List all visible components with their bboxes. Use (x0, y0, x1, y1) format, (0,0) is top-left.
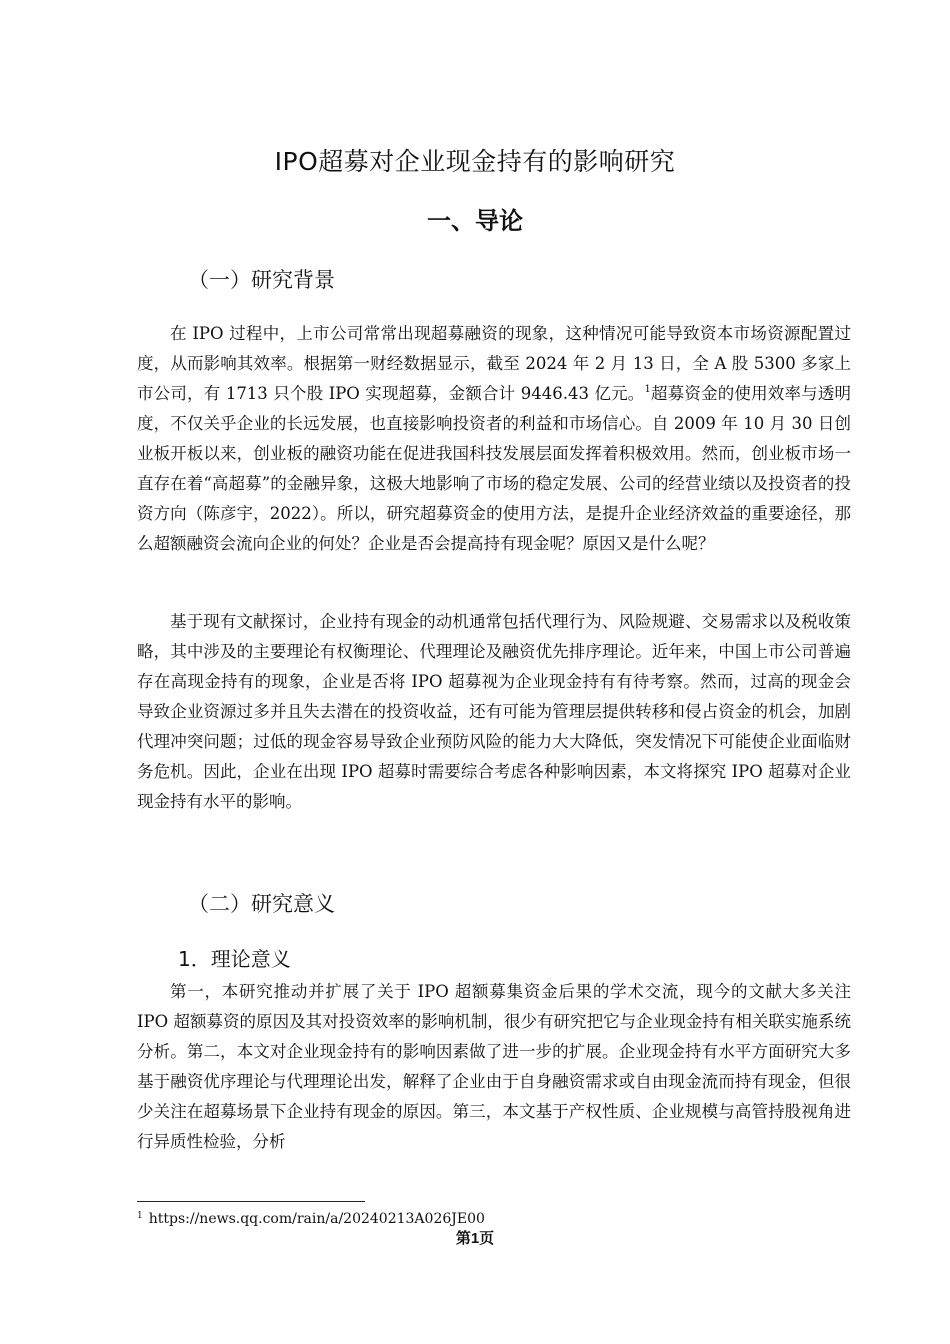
footnote (137, 1209, 485, 1229)
page-number: 第1页 (455, 1230, 495, 1247)
subsection-heading-theory: 1．理论意义 (178, 947, 291, 971)
paragraph-background-1 (137, 319, 851, 605)
footnote-link[interactable]: https://news.qq.com/rain/a/20240213A026JE00 (148, 1211, 485, 1227)
paragraph-background-2: 基于现有文献探讨，企业持有现金的动机通常包括代理行为、风险规避、交易需求以及税收策略，其中涉及的主要理论有权衡理论、代理理论及融资优先排序理论。近年来，中国上市公司普遍存在高现金持有的现象，企业是否将 IPO 超募视为企业现金持有有待考察。然而，过高的现金会导致企业资源过多并且失去潜在的投资收益，还有可能为管理层提供转移和侵占资金的机会，加剧代理冲突问题；过低的现金容易导致企业预防风险的能力大大降低，突发情况下可能使企业面临财务危机。因此，企业在出现 IPO 超募时需要综合考虑各种影响因素，本文将探究 IPO 超募对企业现金持有水平的影响。 (137, 612, 851, 811)
footnote-reference[interactable]: 1 (644, 384, 651, 395)
section-heading-background: （一）研究背景 (188, 268, 335, 292)
footnote-divider (137, 1201, 365, 1202)
paragraph-theory: 第一，本研究推动并扩展了关于 IPO 超额募集资金后果的学术交流，现今的文献大多关注 IPO 超额募资的原因及其对投资效率的影响机制，很少有研究把它与企业现金持有相关联实施系统分析。第二，本文对企业现金持有的影响因素做了进一步的扩展。企业现金持有水平方面研究大多基于融资优序理论与代理理论出发，解释了企业由于自身融资需求或自由现金流而持有现金，但很少关注在超募场景下企业持有现金的原因。第三，本文基于产权性质、企业规模与高管持股视角进行异质性检验，分析 (137, 982, 851, 1151)
section-heading-significance: （二）研究意义 (188, 892, 335, 916)
paragraph-text: 超募资金的使用效率与透明度，不仅关乎企业的长远发展，也直接影响投资者的利益和市场信心。自 2009 年 10 月 30 日创业板开板以来，创业板的融资功能在促进我国科技发展层面发挥着积极效用。然而，创业板市场一直存在着“高超募”的金融异象，这极大地影响了市场的稳定发展、公司的经营业绩以及投资者的投资方向（陈彦宇，2022）。所以，研究超募资金的使用方法，是提升企业经济效益的重要途径，那么超额融资会流向企业的何处？企业是否会提高持有现金呢？原因又是什么呢？ (137, 384, 852, 553)
footnote-number: 1 (137, 1211, 143, 1221)
chapter-heading: 一、导论 (427, 207, 523, 235)
document-title: IPO超募对企业现金持有的影响研究 (274, 147, 676, 176)
paragraph-text: 在 IPO 过程中，上市公司常常出现超募融资的现象，这种情况可能导致资本市场资源配置过度，从而影响其效率。根据第一财经数据显示，截至 2024 年 2 月 13 日，全 A 股 5300 多家上市公司，有 1713 只个股 IPO 实现超募，金额合计 9446.43 亿元。 (137, 324, 851, 403)
